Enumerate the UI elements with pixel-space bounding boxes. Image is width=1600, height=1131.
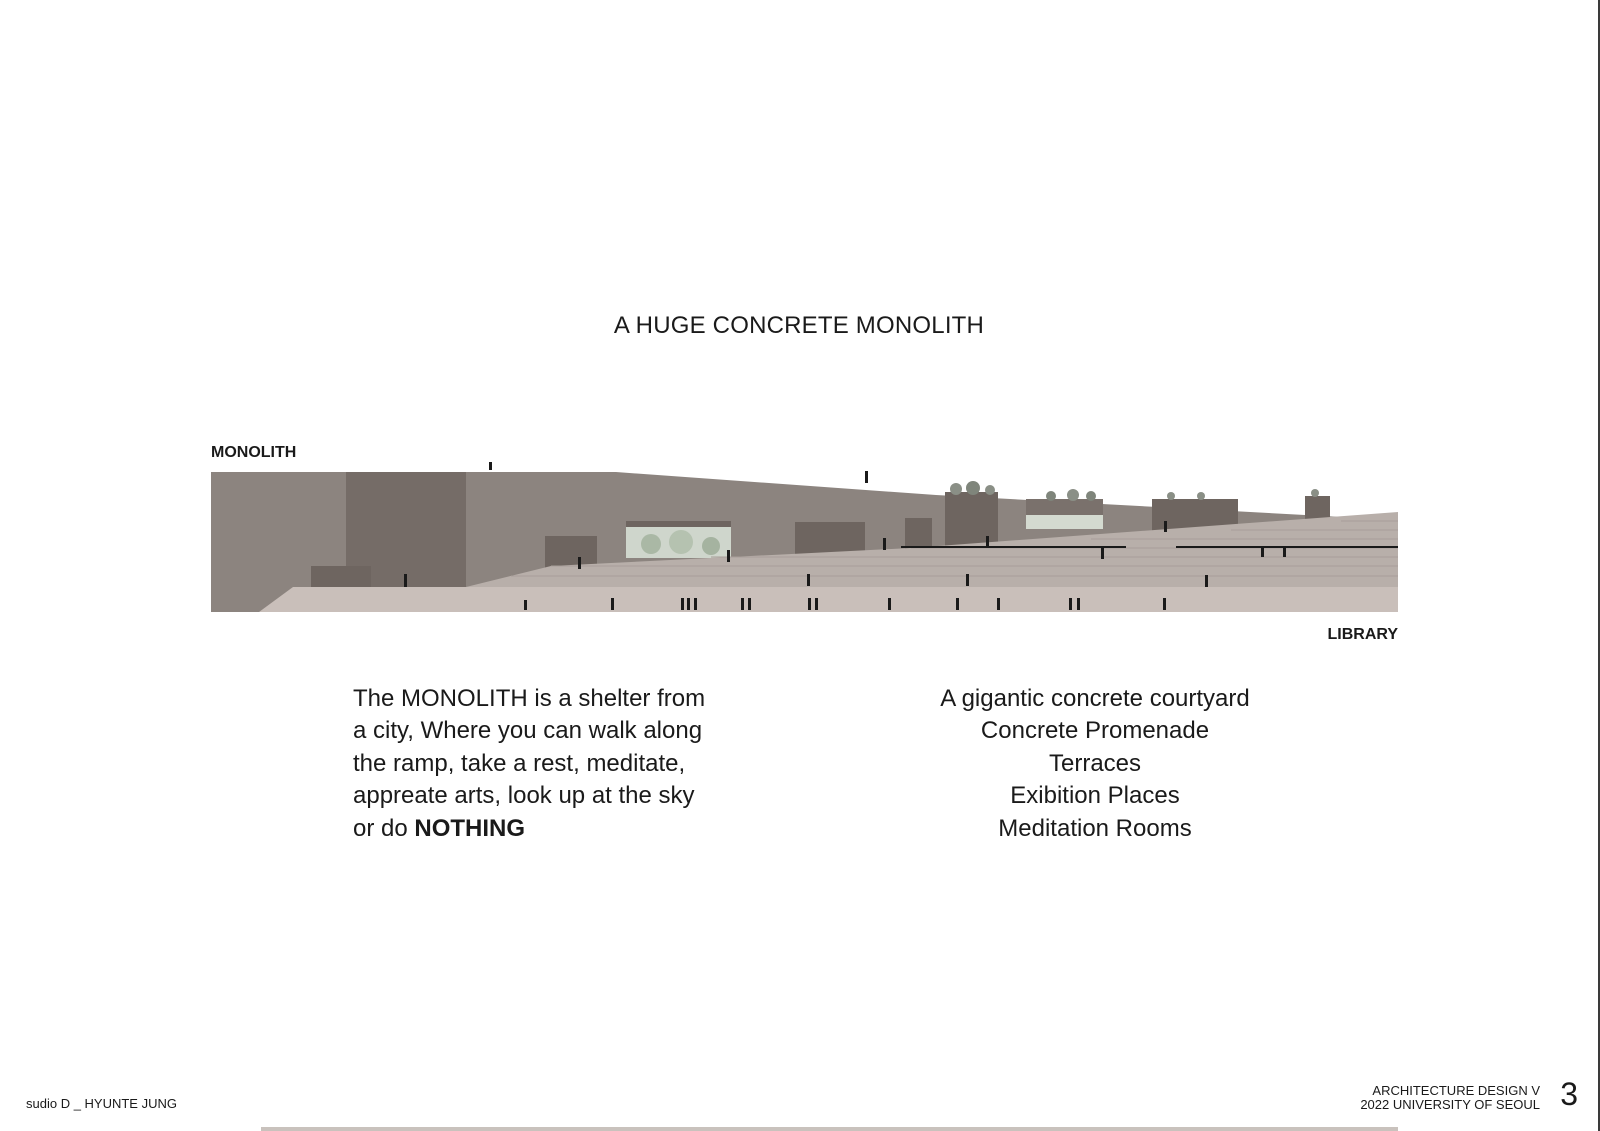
description-paragraph <box>353 683 773 845</box>
roof-box-1 <box>945 492 998 550</box>
description-line-prefix: or do <box>353 814 415 842</box>
monolith-label: MONOLITH <box>211 444 297 461</box>
ground-plaza <box>259 587 1398 612</box>
description-line-last <box>353 813 773 845</box>
opening-1 <box>545 536 597 568</box>
footer-university: 2022 UNIVERSITY OF SEOUL <box>1360 1097 1540 1112</box>
footer-studio: sudio D _ HYUNTE JUNG <box>26 1096 177 1111</box>
roof-box-2 <box>1026 499 1103 515</box>
opening-3 <box>905 518 932 550</box>
program-list <box>900 683 1290 845</box>
program-item: Exibition Places <box>1010 782 1180 810</box>
description-emphasis: NOTHING <box>414 814 526 842</box>
program-item: Terraces <box>1048 749 1142 777</box>
page-title: A HUGE CONCRETE MONOLITH <box>613 312 985 339</box>
program-item: Concrete Promenade <box>980 717 1210 745</box>
window-opening-2 <box>1026 515 1103 529</box>
page-number: 3 <box>1560 1076 1578 1112</box>
description-line: a city, Where you can walk along <box>353 717 703 745</box>
program-item: A gigantic concrete courtyard <box>940 685 1250 712</box>
description-line: The MONOLITH is a shelter from <box>353 685 706 712</box>
bottom-strip <box>261 1127 1398 1131</box>
terrace-line-2 <box>1176 546 1398 548</box>
opening-2 <box>795 522 865 554</box>
description-line: the ramp, take a rest, meditate, <box>353 749 686 777</box>
footer-course: ARCHITECTURE DESIGN V <box>1372 1083 1540 1098</box>
dark-step <box>311 566 371 587</box>
terrace-line-1 <box>901 546 1126 548</box>
footer-course-info <box>1360 1084 1540 1112</box>
description-line: appreate arts, look up at the sky <box>353 782 695 810</box>
section-drawing <box>211 462 1398 614</box>
library-label: LIBRARY <box>1327 626 1398 643</box>
program-item: Meditation Rooms <box>998 814 1192 842</box>
